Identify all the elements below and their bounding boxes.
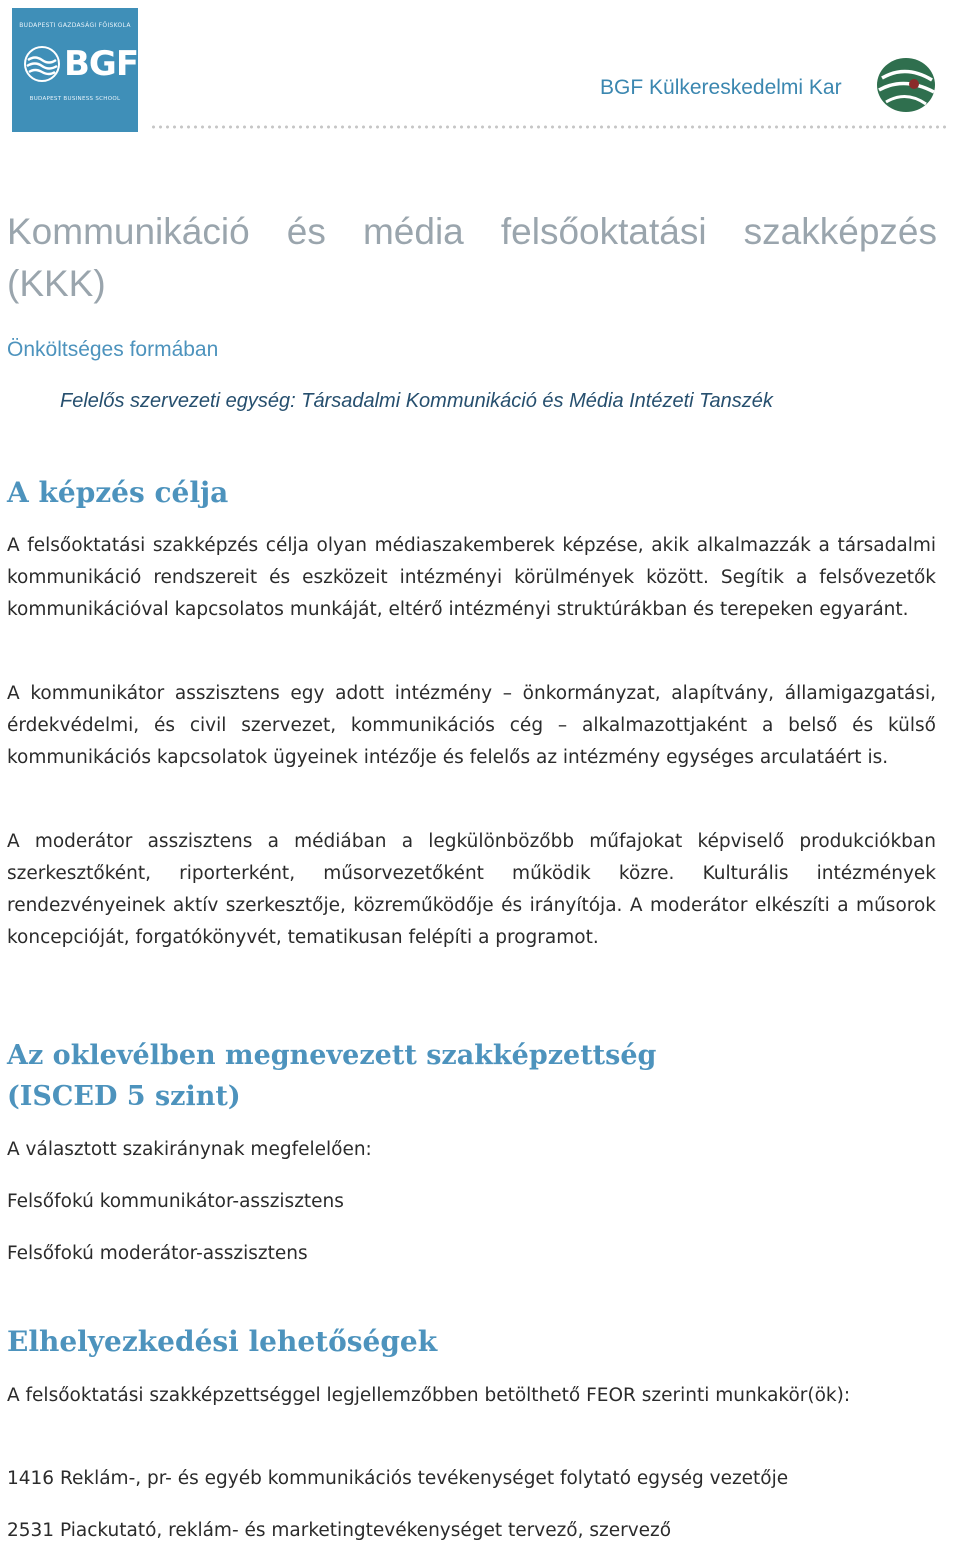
section-heading-qualification-line1: Az oklevélben megnevezett szakképzettség — [7, 1040, 657, 1071]
wave-logo-icon — [22, 44, 62, 84]
globe-icon — [874, 54, 938, 116]
goal-paragraph-2: A kommunikátor asszisztens egy adott intézmény – önkormányzat, alapítvány, államigazgatási, érdekvédelmi, és civil szervezet, kommunikációs cég – alkalmazottjaként a belső és külső kommunikációs kapcsolatok ügyeinek intézője és felelős az intézmény egységes arculatáért is. — [7, 683, 936, 768]
jobs-intro: A felsőoktatási szakképzettséggel legjellemzőbben betölthető FEOR szerinti munkakör(ök): — [7, 1385, 851, 1406]
responsible-unit: Felelős szervezeti egység: Társadalmi Kommunikáció és Média Intézeti Tanszék — [60, 390, 773, 412]
job-item: 1416 Reklám-, pr- és egyéb kommunikációs tevékenységet folytató egység vezetője — [7, 1468, 789, 1489]
logo-top-text: BUDAPESTI GAZDASÁGI FŐISKOLA — [19, 22, 131, 29]
qualification-item: Felsőfokú kommunikátor-asszisztens — [7, 1191, 344, 1212]
section-heading-qualification-line2: (ISCED 5 szint) — [7, 1081, 241, 1112]
logo-bottom-text: BUDAPEST BUSINESS SCHOOL — [29, 96, 121, 102]
section-heading-jobs: Elhelyezkedési lehetőségek — [7, 1325, 438, 1358]
qualification-intro: A választott szakiránynak megfelelően: — [7, 1139, 372, 1160]
goal-paragraph-3: A moderátor asszisztens a médiában a legkülönbözőbb műfajokat képviselő produkciókban szerkesztőként, riporterként, műsorvezetőként működik közre. Kulturális intézmények rendezvényeinek aktív szerkesztője, közreműködője és irányítója. A moderátor elkészíti a műsorok koncepcióját, forgatókönyvét, tematikusan felépíti a programot. — [7, 831, 936, 948]
qualification-item: Felsőfokú moderátor-asszisztens — [7, 1243, 308, 1264]
faculty-name: BGF Külkereskedelmi Kar — [600, 76, 842, 99]
section-heading-goal: A képzés célja — [7, 476, 229, 509]
goal-paragraph-1: A felsőoktatási szakképzés célja olyan médiaszakemberek képzése, akik alkalmazzák a társadalmi kommunikáció rendszereit és eszközeit intézményi körülmények között. Segítik a felsővezetők kommunikációval kapcsolatos munkáját, eltérő intézményi struktúrákban és terepeken egyaránt. — [7, 535, 936, 620]
header-dotted-divider — [150, 124, 950, 130]
logo-brand: BGF — [64, 44, 139, 84]
page-subtitle: Önköltséges formában — [7, 338, 219, 361]
job-item: 2531 Piackutató, reklám- és marketingtevékenységet tervező, szervező — [7, 1520, 672, 1541]
page-title: Kommunikáció és média felsőoktatási szakképzés (KKK) — [7, 211, 937, 304]
bgf-logo — [12, 8, 138, 132]
page-header — [0, 0, 960, 140]
